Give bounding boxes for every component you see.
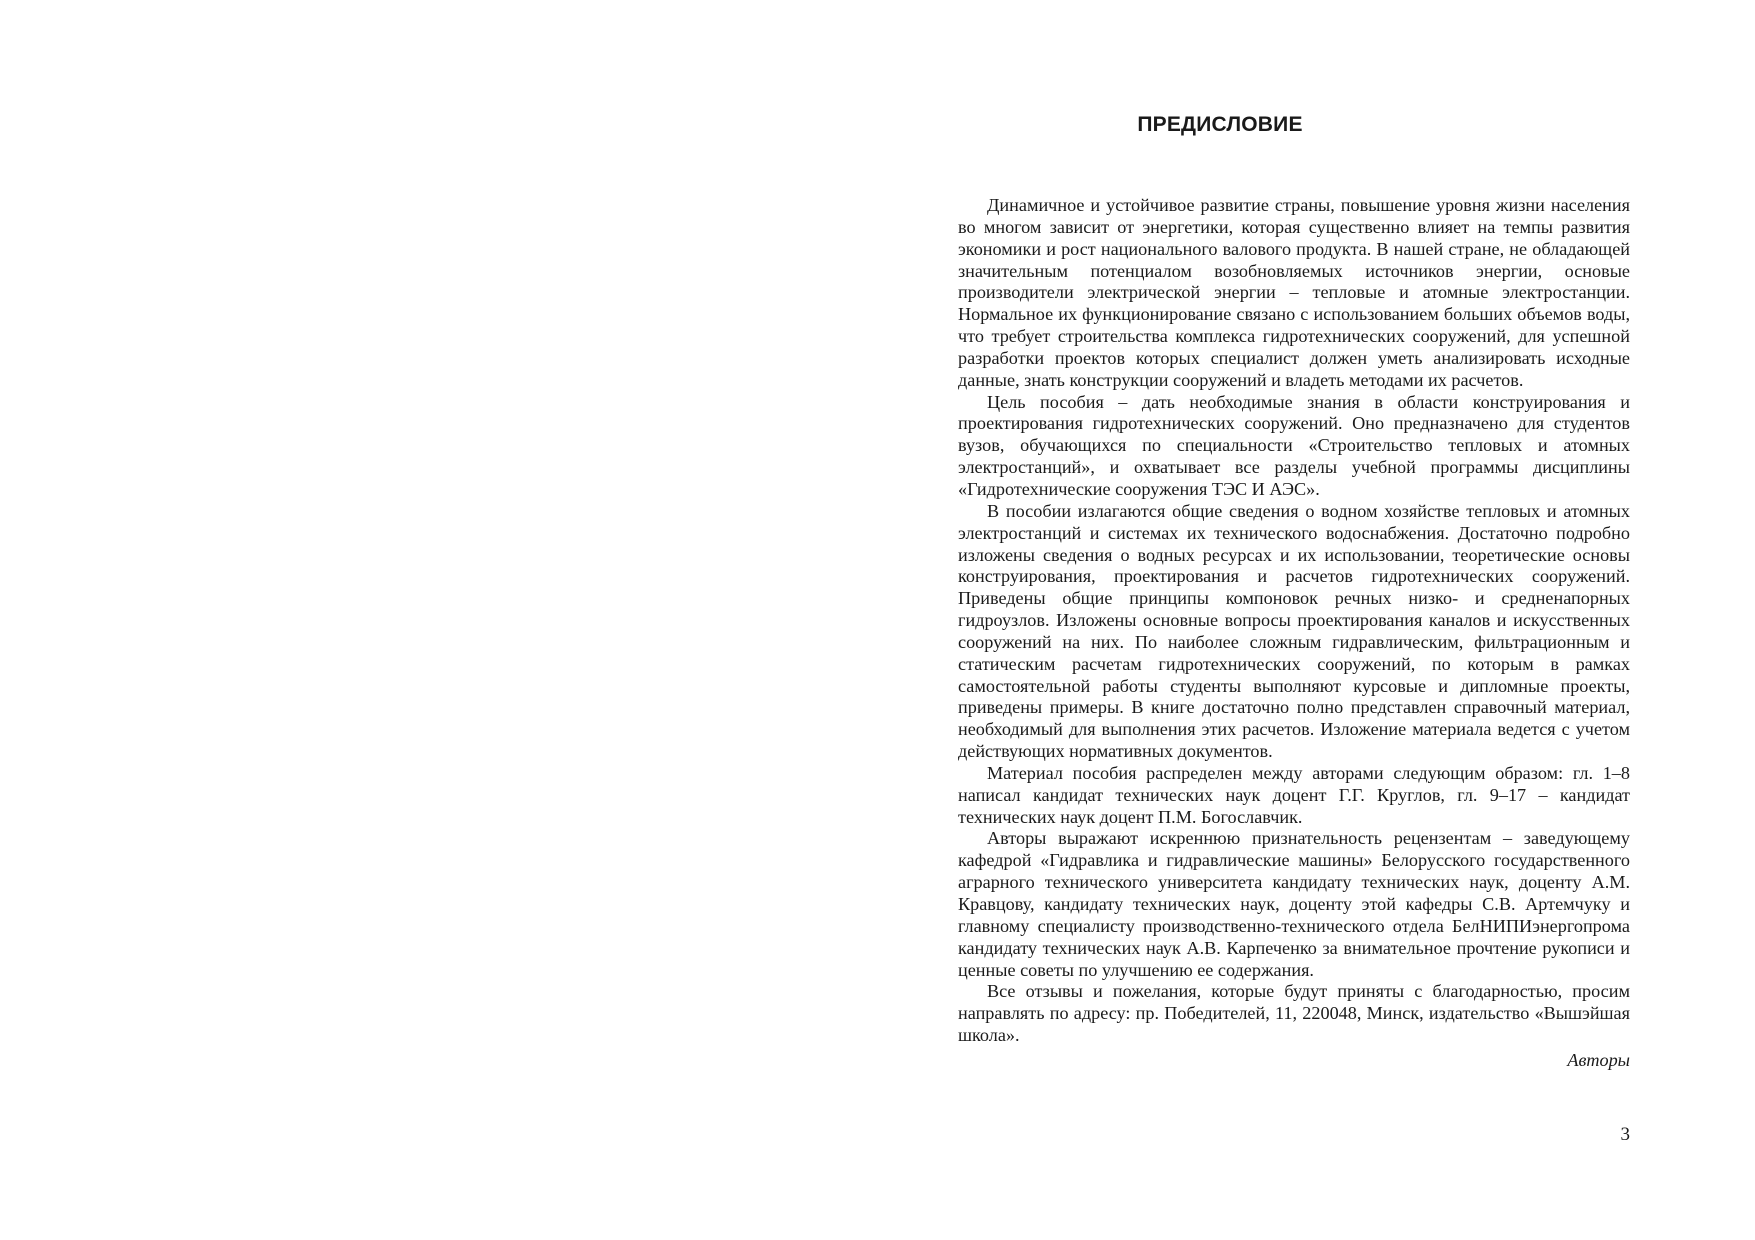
paragraph: Цель пособия – дать необходимые знания в области конструирования и проектирования гидротехнических сооружений. Оно предназначено для студентов вузов, обучающихся по специальности «Строительство тепловых и атомных электростанций», и охватывает все разделы учебной программы дисциплины «Гидротехнические сооружения ТЭС И АЭС». bbox=[958, 391, 1630, 499]
paragraph: Все отзывы и пожелания, которые будут приняты с благодарностью, просим направлять по адресу: пр. Победителей, 11, 220048, Минск, издательство «Вышэйшая школа». bbox=[958, 981, 1630, 1046]
paragraph: Динамичное и устойчивое развитие страны, повышение уровня жизни населения во многом зависит от энергетики, которая существенно влияет на темпы развития экономики и рост национального валового продукта. В нашей стране, не обладающей значительным потенциалом возобновляемых источников энергии, основые производители электрической энергии – тепловые и атомные электростанции. Нормальное их функционирование связано с использованием больших объемов воды, что требует строительства комплекса гидротехнических сооружений, для успешной разработки проектов которых специалист должен уметь анализировать исходные данные, знать конструкции сооружений и владеть методами их расчетов. bbox=[958, 195, 1630, 390]
preface-body bbox=[958, 195, 1630, 1072]
authors-signature: Авторы bbox=[1567, 1049, 1630, 1070]
paragraph: В пособии излагаются общие сведения о водном хозяйстве тепловых и атомных электростанций и системах их технического водоснабжения. Достаточно подробно изложены сведения о водных ресурсах и их использовании, теоретические основы конструирования, проектирования и расчетов гидротехнических сооружений. Приведены общие принципы компоновок речных низко- и средненапорных гидроузлов. Изложены основные вопросы проектирования каналов и искусственных сооружений на них. По наиболее сложным гидравлическим, фильтрационным и статическим расчетам гидротехнических сооружений, по которым в рамках самостоятельной работы студенты выполняют курсовые и дипломные проекты, приведены примеры. В книге достаточно полно представлен справочный материал, необходимый для выполнения этих расчетов. Изложение материала ведется с учетом действующих нормативных документов. bbox=[958, 500, 1630, 762]
paragraph: Авторы выражают искреннюю признательность рецензентам – заведующему кафедрой «Гидравлика и гидравлические машины» Белорусского государственного аграрного технического университета кандидату технических наук, доценту А.М. Кравцову, кандидату технических наук, доценту этой кафедры С.В. Артемчуку и главному специалисту производственно-технического отдела БелНИПИэнергопрома кандидату технических наук А.В. Карпеченко за внимательное прочтение рукописи и ценные советы по улучшению ее содержания. bbox=[958, 828, 1630, 980]
page-title: ПРЕДИСЛОВИЕ bbox=[1137, 113, 1303, 136]
paragraph: Материал пособия распределен между авторами следующим образом: гл. 1–8 написал кандидат технических наук доцент Г.Г. Круглов, гл. 9–17 – кандидат технических наук доцент П.М. Богославчик. bbox=[958, 762, 1630, 827]
page-number: 3 bbox=[1620, 1124, 1630, 1145]
